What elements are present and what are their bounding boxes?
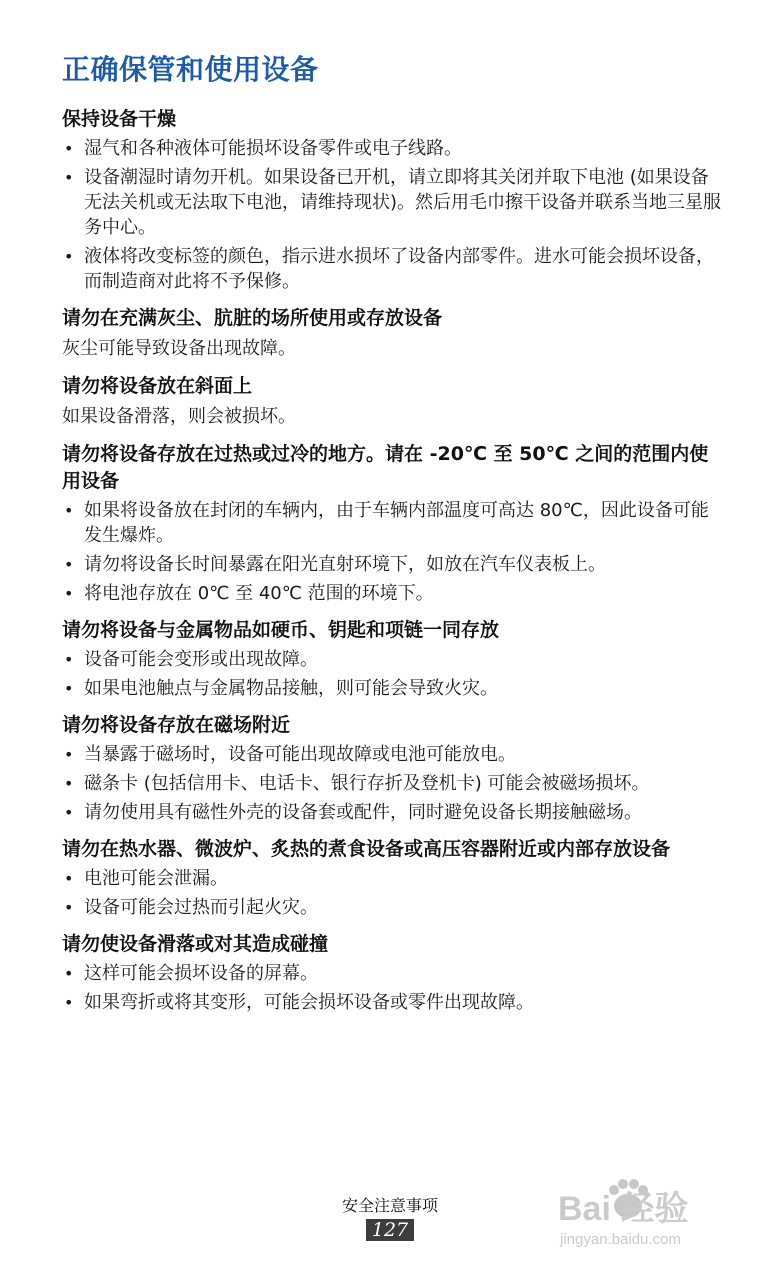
section	[62, 836, 722, 920]
section	[62, 441, 722, 606]
bullet-item: • 液体将改变标签的颜色，指示进水损坏了设备内部零件。进水可能会损坏设备，而制造商对此将不予保修。	[62, 244, 722, 294]
section	[62, 617, 722, 701]
bullet-list	[62, 866, 722, 920]
sections-container	[62, 106, 722, 1015]
section-heading: 请勿使设备滑落或对其造成碰撞	[62, 933, 329, 955]
section	[62, 712, 722, 825]
section-heading: 请勿在充满灰尘、肮脏的场所使用或存放设备	[62, 307, 443, 329]
section-text: 灰尘可能导致设备出现故障。	[62, 338, 296, 359]
bullet-item: • 这样可能会损坏设备的屏幕。	[62, 961, 722, 986]
bullet-item: • 如果电池触点与金属物品接触，则可能会导致火灾。	[62, 676, 722, 701]
section-text: 如果设备滑落，则会被损坏。	[62, 406, 296, 427]
bullet-list	[62, 647, 722, 701]
bullet-list	[62, 498, 722, 606]
section-heading: 保持设备干燥	[62, 108, 177, 130]
bullet-item: • 磁条卡 (包括信用卡、电话卡、银行存折及登机卡) 可能会被磁场损坏。	[62, 771, 722, 796]
bullet-item: • 如果弯折或将其变形，可能会损坏设备或零件出现故障。	[62, 990, 722, 1015]
section-heading: 请勿将设备与金属物品如硬币、钥匙和项链一同存放	[62, 619, 500, 641]
bullet-item: • 设备可能会过热而引起火灾。	[62, 895, 722, 920]
bullet-list	[62, 742, 722, 825]
bullet-item: • 当暴露于磁场时，设备可能出现故障或电池可能放电。	[62, 742, 722, 767]
bullet-item: • 设备潮湿时请勿开机。如果设备已开机，请立即将其关闭并取下电池 (如果设备无法关机或无法取下电池，请维持现状)。然后用毛巾擦干设备并联系当地三星服务中心。	[62, 165, 722, 240]
section	[62, 305, 722, 362]
section-heading: 请勿在热水器、微波炉、炙热的煮食设备或高压容器附近或内部存放设备	[62, 838, 671, 860]
footer-section-label: 安全注意事项	[341, 1196, 438, 1215]
bullet-item: • 将电池存放在 0℃ 至 40℃ 范围的环境下。	[62, 581, 722, 606]
watermark-url: jingyan.baidu.com	[560, 1231, 681, 1248]
section-heading: 请勿将设备放在斜面上	[62, 375, 253, 397]
bullet-item: • 设备可能会变形或出现故障。	[62, 647, 722, 672]
section-heading: 请勿将设备存放在磁场附近	[62, 714, 291, 736]
section	[62, 106, 722, 294]
page-number: 127	[366, 1219, 414, 1241]
baidu-jingyan-watermark	[550, 1176, 740, 1252]
section	[62, 931, 722, 1015]
bullet-item: • 请勿将设备长时间暴露在阳光直射环境下，如放在汽车仪表板上。	[62, 552, 722, 577]
page-title: 正确保管和使用设备	[62, 53, 319, 86]
section	[62, 373, 722, 430]
bullet-item: • 请勿使用具有磁性外壳的设备套或配件，同时避免设备长期接触磁场。	[62, 800, 722, 825]
bullet-item: • 如果将设备放在封闭的车辆内，由于车辆内部温度可高达 80℃，因此设备可能发生爆炸。	[62, 498, 722, 548]
bullet-list	[62, 136, 722, 294]
section-heading: 请勿将设备存放在过热或过冷的地方。请在 -20℃ 至 50℃ 之间的范围内使用设备	[62, 443, 709, 492]
watermark-brand: Bai 经验	[558, 1190, 689, 1228]
bullet-item: • 电池可能会泄漏。	[62, 866, 722, 891]
bullet-list	[62, 961, 722, 1015]
document-page	[62, 50, 722, 1026]
bullet-item: • 湿气和各种液体可能损坏设备零件或电子线路。	[62, 136, 722, 161]
